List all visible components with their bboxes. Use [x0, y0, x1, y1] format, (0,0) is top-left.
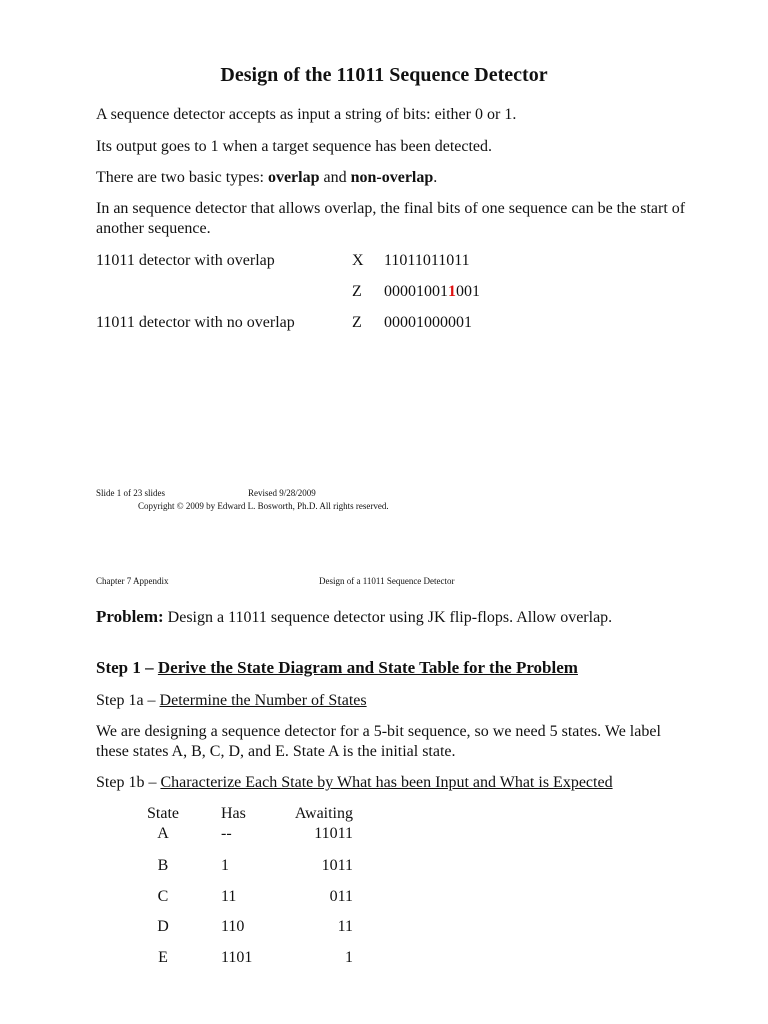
row-e-state: E [158, 949, 168, 966]
row-e-has: 1101 [221, 949, 253, 966]
copyright: Copyright © 2009 by Edward L. Bosworth, Ph.D. All rights reserved. [138, 501, 389, 511]
step-1-prefix: Step 1 – [96, 658, 158, 677]
row-e-awaiting: 1 [345, 949, 353, 966]
step-1b-prefix: Step 1b – [96, 774, 161, 791]
row-c-has: 11 [221, 888, 237, 905]
row-b-state: B [157, 857, 169, 874]
row-a-has: -- [221, 825, 232, 842]
intro-line-3-pre: There are two basic types: [96, 169, 268, 186]
running-title: Design of a 11011 Sequence Detector [319, 576, 455, 586]
revised-date: Revised 9/28/2009 [248, 488, 316, 498]
row-c-state: C [157, 888, 169, 905]
z-variable-overlap: Z [352, 283, 362, 300]
z-output-overlap [384, 282, 480, 302]
problem-statement [96, 607, 656, 628]
term-non-overlap: non-overlap [350, 169, 434, 186]
intro-line-3 [96, 168, 437, 188]
no-overlap-example-label: 11011 detector with no overlap [96, 314, 295, 331]
header-state: State [147, 805, 179, 822]
z-output-no-overlap: 00001000001 [384, 314, 472, 331]
row-d-has: 110 [221, 918, 245, 935]
step-1a-title: Determine the Number of States [159, 692, 367, 709]
intro-line-3-end: . [433, 169, 438, 186]
z-variable-no-overlap: Z [352, 314, 362, 331]
intro-line-2: Its output goes to 1 when a target sequence has been detected. [96, 138, 493, 155]
problem-text: Design a 11011 sequence detector using JK flip-flops. Allow overlap. [163, 609, 613, 626]
step-1b-title: Characterize Each State by What has been Input and What is Expected [160, 774, 613, 791]
step-1b-heading [96, 773, 613, 793]
intro-line-3-and: and [319, 169, 351, 186]
row-a-awaiting: 11011 [314, 825, 353, 842]
header-has: Has [221, 805, 246, 822]
z-overlap-pre: 00001001 [384, 283, 448, 300]
row-d-state: D [157, 918, 169, 935]
step-1a-heading [96, 691, 367, 711]
step-1a-prefix: Step 1a – [96, 692, 160, 709]
row-d-awaiting: 11 [337, 918, 353, 935]
x-variable: X [352, 252, 364, 269]
header-awaiting: Awaiting [294, 805, 353, 822]
step-1a-text: We are designing a sequence detector for a 5-bit sequence, so we need 5 states. We label these states A, B, C, D, and E. State A is the initial state. [96, 723, 661, 760]
row-b-awaiting: 1011 [321, 857, 353, 874]
chapter-label: Chapter 7 Appendix [96, 576, 169, 586]
page-title: Design of the 11011 Sequence Detector [220, 64, 548, 86]
step-1-heading [96, 658, 578, 678]
row-b-has: 1 [221, 857, 229, 874]
overlap-example-label: 11011 detector with overlap [96, 252, 275, 269]
intro-line-4: In an sequence detector that allows overlap, the final bits of one sequence can be the start of another sequence. [96, 200, 686, 237]
row-c-awaiting: 011 [329, 888, 353, 905]
row-a-state: A [157, 825, 169, 842]
step-1-title: Derive the State Diagram and State Table for the Problem [157, 658, 578, 677]
z-overlap-post: 001 [456, 283, 480, 300]
term-overlap: overlap [267, 169, 320, 186]
problem-label: Problem: [96, 607, 164, 626]
x-input-sequence: 11011011011 [384, 252, 470, 269]
intro-line-1: A sequence detector accepts as input a string of bits: either 0 or 1. [96, 106, 517, 123]
slide-number: Slide 1 of 23 slides [96, 488, 165, 498]
z-overlap-highlight: 1 [448, 283, 456, 300]
